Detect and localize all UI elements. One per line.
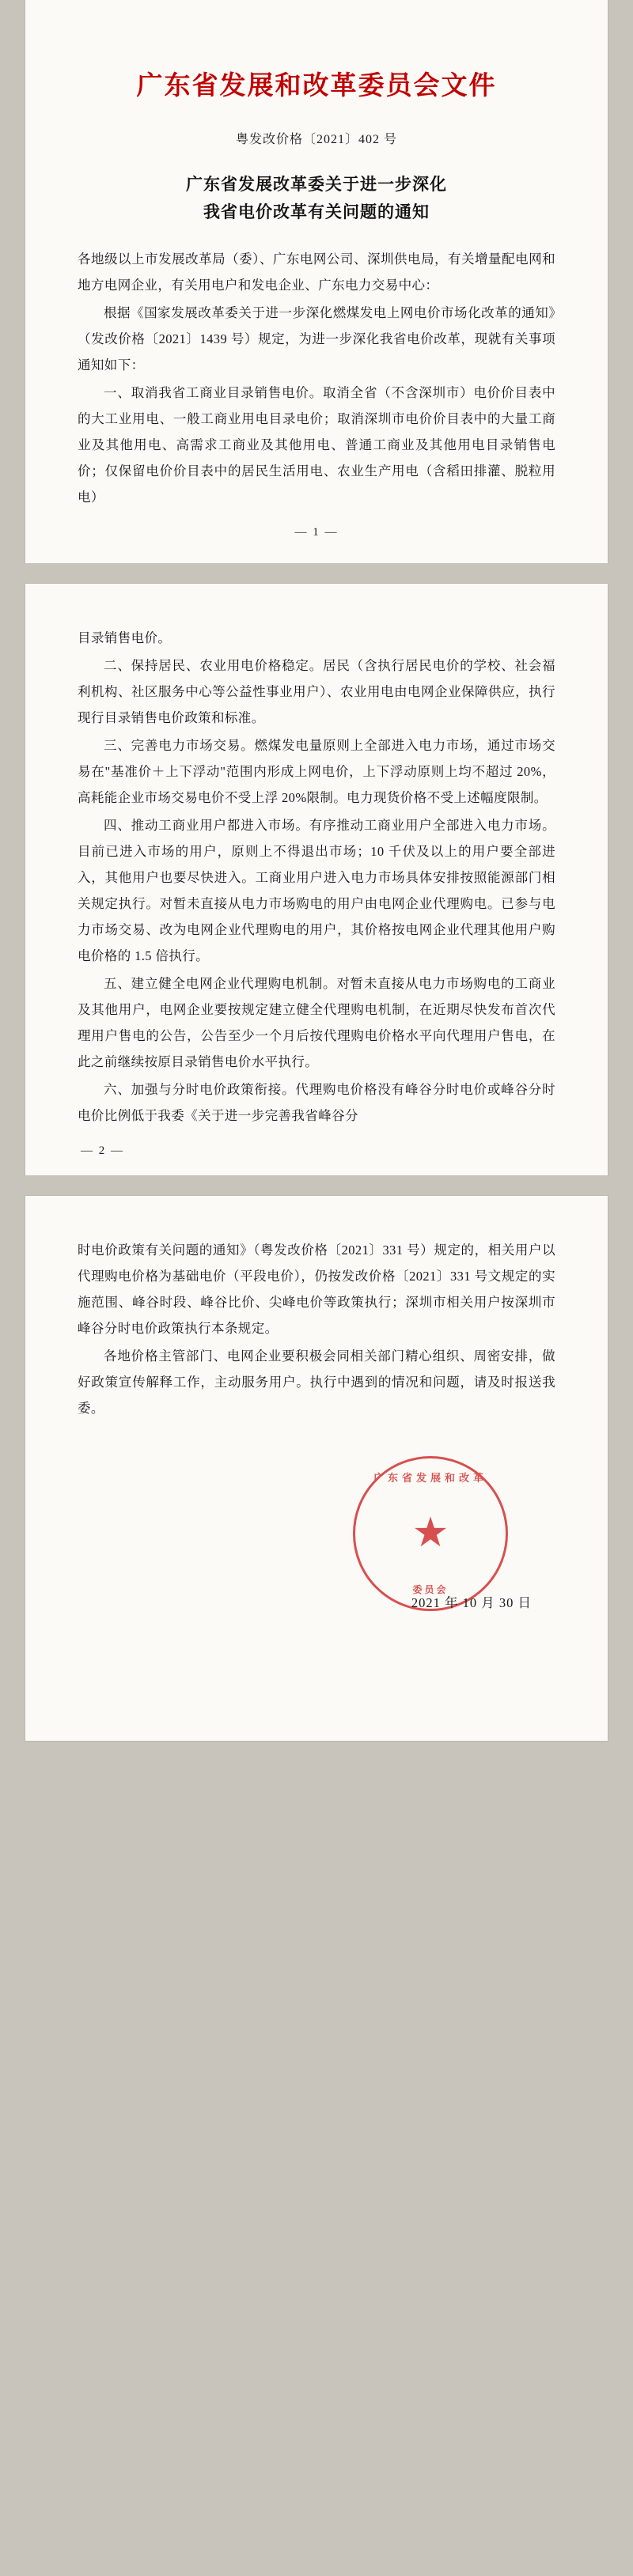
page-title <box>106 171 527 225</box>
paragraph-item-1: 一、取消我省工商业目录销售电价。取消全省（不含深圳市）电价价目表中的大工业用电、一般工商业用电目录电价；取消深圳市电价价目表中的大量工商业及其他用电、高需求工商业及其他用电、普通工商业及其他用电目录销售电价；仅保留电价价目表中的居民生活用电、农业生产用电（含稻田排灌、脱粒用电） <box>78 385 555 505</box>
paragraph-item-5: 五、建立健全电网企业代理购电机制。对暂未直接从电力市场购电的工商业及其他用户，电网企业要按规定建立健全代理购电机制，在近期尽快发布首次代理用户售电的公告，公告至少一个月后按代理购电价格水平向代理用户售电，在此之前继续按原目录销售电价水平执行。 <box>78 976 555 1070</box>
paragraph-continued: 目录销售电价。 <box>78 630 172 646</box>
paragraph-item-2: 二、保持居民、农业用电价格稳定。居民（含执行居民电价的学校、社会福利机构、社区服务中心等公益性事业用户）、农业用电由电网企业保障供应，执行现行目录销售电价政策和标准。 <box>78 658 555 726</box>
seal-top-text: 广东省发展和改革 <box>373 1472 487 1485</box>
page-gap-1 <box>0 563 633 584</box>
document-sheet-page-2 <box>25 584 608 1175</box>
paragraph-item-6-continued: 时电价政策有关问题的通知》（粤发改价格〔2021〕331 号）规定的，相关用户以代理购电价格为基础电价（平段电价），仍按发改价格〔2021〕331 号文规定的实施范围、峰谷时段、峰谷比价、尖峰电价等政策执行；深圳市相关用户按深圳市峰谷分时电价政策执行本条规定。 <box>78 1243 555 1337</box>
paragraph-item-3: 三、完善电力市场交易。燃煤发电量原则上全部进入电力市场，通过市场交易在"基准价＋上下浮动"范围内形成上网电价，上下浮动原则上均不超过 20%，高耗能企业市场交易电价不受上浮 20%限制。电力现货价格不受上述幅度限制。 <box>78 738 555 806</box>
document-number: 粤发改价格〔2021〕402 号 <box>235 133 397 146</box>
seal-bottom-text: 委员会 <box>412 1584 449 1596</box>
page-title-line-2: 我省电价改革有关问题的通知 <box>203 202 430 221</box>
paragraph-addressee: 各地级以上市发展改革局（委）、广东电网公司、深圳供电局，有关增量配电网和地方电网企业，有关用电户和发电企业、广东电力交易中心： <box>78 252 555 293</box>
paragraph-item-6: 六、加强与分时电价政策衔接。代理购电价格没有峰谷分时电价或峰谷分时电价比例低于我委《关于进一步完善我省峰谷分 <box>78 1082 555 1124</box>
paragraph-closing: 各地价格主管部门、电网企业要积极会同相关部门精心组织、周密安排，做好政策宣传解释工作，主动服务用户。执行中遇到的情况和问题，请及时报送我委。 <box>78 1349 555 1417</box>
page-title-line-1: 广东省发展改革委关于进一步深化 <box>185 175 447 194</box>
document-header-title: 广东省发展和改革委员会文件 <box>136 72 497 100</box>
page-number-1: — 1 — <box>294 526 339 539</box>
page-number-2: — 2 — <box>81 1144 124 1158</box>
page-gap-2 <box>0 1175 633 1196</box>
signature-date: 2021 年 10 月 30 日 <box>411 1595 532 1611</box>
document-sheet-page-1 <box>25 0 608 563</box>
signature-block <box>78 1464 555 1622</box>
official-seal-icon <box>353 1456 508 1611</box>
paragraph-preamble: 根据《国家发展改革委关于进一步深化燃煤发电上网电价市场化改革的通知》（发改价格〔2021〕1439 号）规定，为进一步深化我省电价改革，现就有关事项通知如下： <box>78 305 555 373</box>
seal-star-icon: ★ <box>411 1511 449 1557</box>
document-sheet-page-3 <box>25 1196 608 1741</box>
paragraph-item-4: 四、推动工商业用户都进入市场。有序推动工商业用户全部进入电力市场。目前已进入市场的用户，原则上不得退出市场；10 千伏及以上的用户要全部进入，其他用户也要尽快进入。工商业用户进入电力市场具体安排按照能源部门相关规定执行。对暂未直接从电力市场购电的用户由电网企业代理购电。已参与电力市场交易、改为电网企业代理购电的用户，其价格按电网企业代理其他用户购电价格的 1.5 倍执行。 <box>78 818 555 964</box>
